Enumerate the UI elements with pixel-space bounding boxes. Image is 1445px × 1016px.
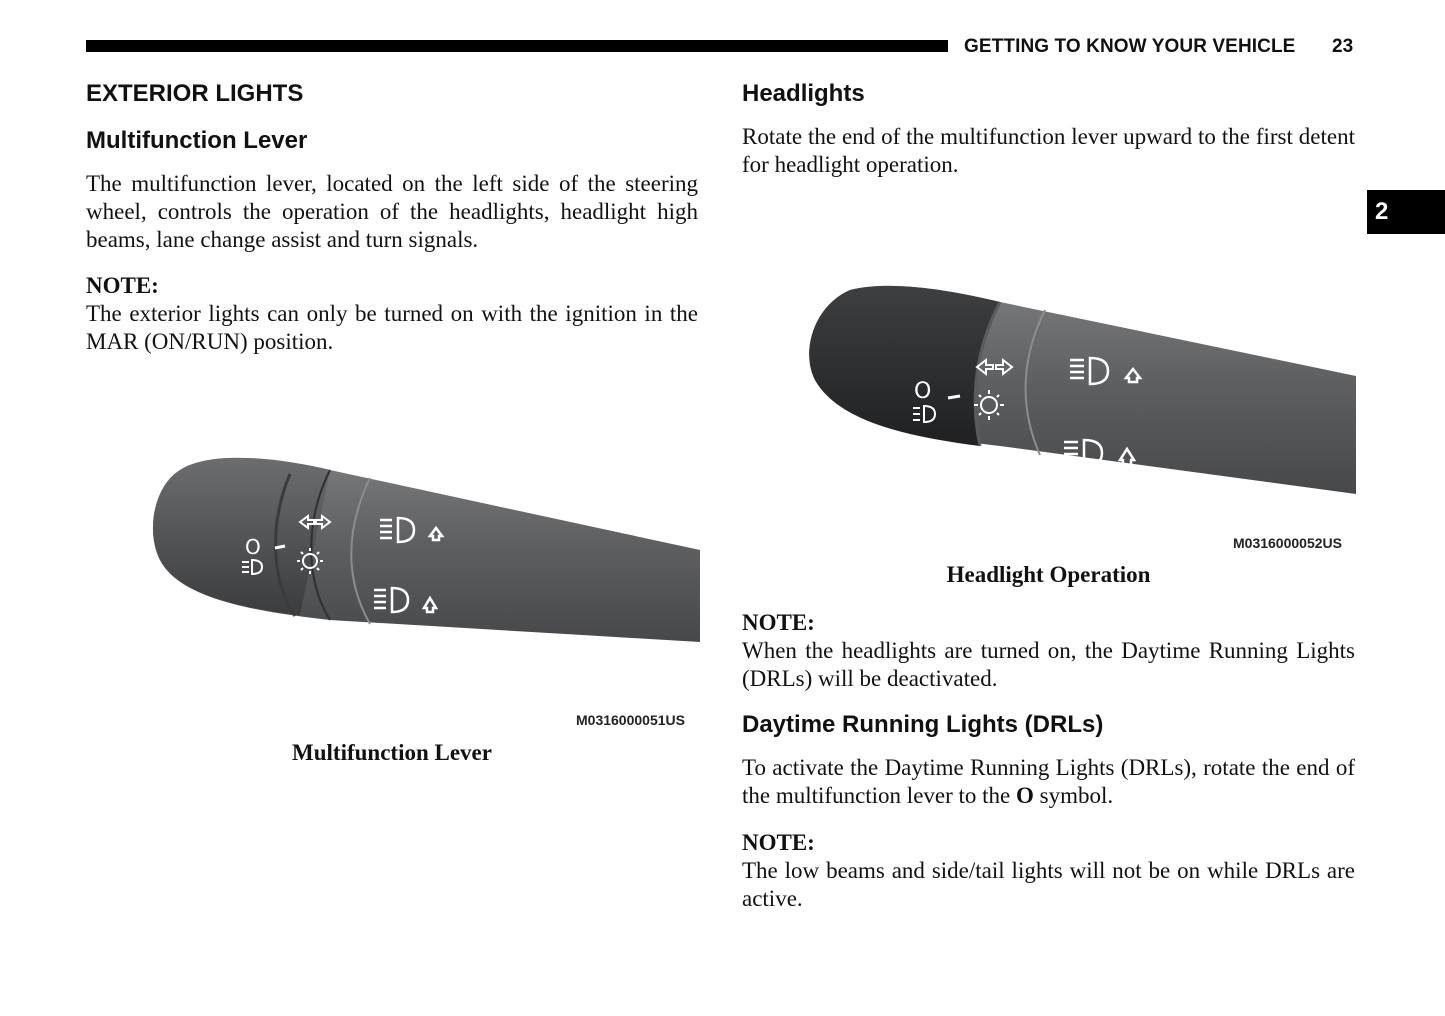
page-number: 23 (1332, 36, 1354, 57)
drl-symbol: O (1016, 783, 1034, 808)
figure-code-left: M0316000051US (576, 712, 685, 728)
position-mark (275, 546, 285, 548)
headlights-heading: Headlights (742, 80, 865, 107)
header-rule (86, 40, 948, 52)
section-heading: EXTERIOR LIGHTS (86, 80, 304, 107)
figure-code-right: M0316000052US (1233, 535, 1342, 551)
off-symbol-right: O (914, 379, 932, 404)
section-title: GETTING TO KNOW YOUR VEHICLE (964, 36, 1296, 57)
headlight-operation-illustration (800, 270, 1356, 510)
note-text-right-2: The low beams and side/tail lights will not be on while DRLs are active. (742, 858, 1355, 911)
figure-caption-left: Multifunction Lever (292, 740, 492, 765)
note-text: The exterior lights can only be turned on with the ignition in the MAR (ON/RUN) position. (86, 301, 698, 354)
note-label-right-1: NOTE: (742, 610, 815, 635)
note-label-right-2: NOTE: (742, 830, 815, 855)
drl-paragraph (742, 754, 1355, 810)
chapter-tab: 2 (1367, 190, 1445, 234)
multifunction-paragraph: The multifunction lever, located on the left side of the steering wheel, controls the operation of the headlights, headlight high beams, lane change assist and turn signals. (86, 171, 698, 252)
position-mark-right (948, 396, 960, 398)
off-symbol: O (245, 535, 261, 559)
note-label: NOTE: (86, 273, 159, 298)
subheading-multifunction-lever: Multifunction Lever (86, 127, 308, 154)
drl-heading: Daytime Running Lights (DRLs) (742, 711, 1104, 738)
multifunction-lever-illustration (140, 440, 700, 700)
figure-caption-right: Headlight Operation (946, 562, 1151, 587)
drl-paragraph-before: To activate the Daytime Running Lights (DRLs), rotate the end of the multifunction lever to the (742, 755, 1355, 808)
note-text-right-1: When the headlights are turned on, the Daytime Running Lights (DRLs) will be deactivated. (742, 638, 1355, 691)
drl-paragraph-after: symbol. (1033, 783, 1114, 808)
headlights-paragraph: Rotate the end of the multifunction lever upward to the first detent for headlight operation. (742, 124, 1355, 177)
